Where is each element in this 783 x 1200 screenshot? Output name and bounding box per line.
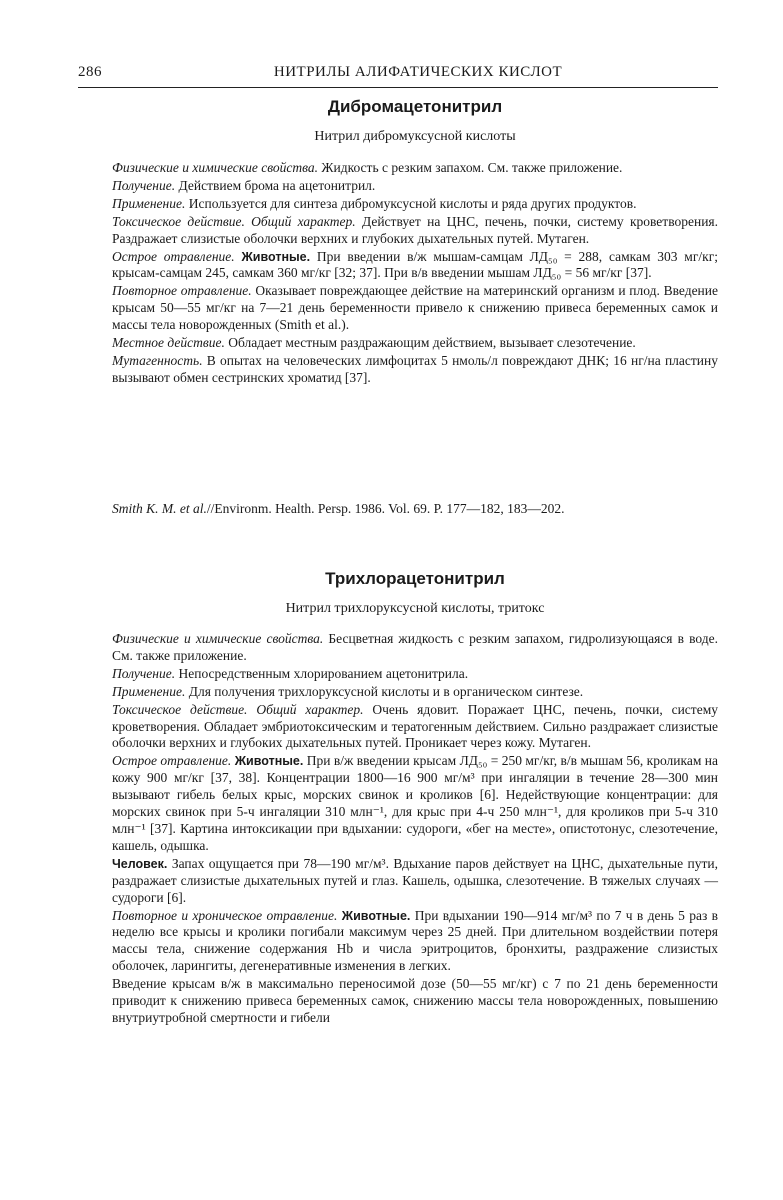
paragraph-text: При вдыхании 190—914 мг/м³ по 7 ч в день 5 раз в неделю все крысы и кролики погибали максимум через 25 дней. При длительном воздействии потеря массы тела, снижение содержания Hb и числа эритроцитов, бронхиты, раздражение слизистых оболочек, ларингиты, дегенеративные изменения в легких. [112, 907, 718, 974]
section2-body [112, 631, 718, 1027]
paragraph-label: Повторное отравление. [112, 283, 252, 299]
paragraph-embryotoxicity [112, 976, 718, 1027]
paragraph-text: Используется для синтеза дибромуксусной кислоты и ряда других продуктов. [185, 195, 637, 211]
paragraph-properties [112, 160, 718, 177]
section-subtitle: Нитрил дибромуксусной кислоты [314, 129, 516, 144]
paragraph-acute-poisoning [112, 249, 718, 283]
paragraph-acute-poisoning [112, 753, 718, 854]
paragraph-strong: Животные. [337, 908, 411, 923]
paragraph-label: Местное действие. [112, 335, 225, 351]
section-dibromoacetonitrile [112, 97, 718, 145]
paragraph-preparation [112, 666, 718, 683]
section-title: Трихлорацетонитрил [325, 569, 505, 588]
paragraph-mutagenicity [112, 353, 718, 387]
section-title: Дибромацетонитрил [327, 97, 503, 116]
section1-body [112, 160, 718, 387]
paragraph-label: Острое отравление. [112, 753, 232, 769]
paragraph-label: Применение. [112, 195, 186, 211]
section-subtitle: Нитрил трихлоруксусной кислоты, тритокс [285, 601, 545, 616]
paragraph-label: Острое отравление. [112, 248, 235, 264]
paragraph-application [112, 684, 718, 701]
paragraph-text: Обладает местным раздражающим действием, вызывает слезотечение. [224, 335, 636, 351]
paragraph-toxic-action [112, 214, 718, 248]
paragraph-local-action [112, 335, 718, 352]
paragraph-properties [112, 631, 718, 665]
paragraph-chronic-poisoning [112, 908, 718, 976]
paragraph-preparation [112, 178, 718, 195]
running-head: НИТРИЛЫ АЛИФАТИЧЕСКИХ КИСЛОТ [273, 64, 563, 80]
paragraph-text: Жидкость с резким запахом. См. также приложение. [318, 160, 623, 175]
paragraph-text: Действием брома на ацетонитрил. [175, 177, 376, 193]
paragraph-application [112, 196, 718, 213]
paragraph-text: Введение крысам в/ж в максимально переносимой дозе (50—55 мг/кг) с 7 по 21 день беременности приводит к снижению привеса беременных самок, снижению массы тела новорожденных, повышению внутриутробной смертности и гибели [112, 976, 718, 1025]
paragraph-label: Физические и химические свойства. [112, 160, 319, 175]
paragraph-label: Получение. [112, 665, 176, 681]
paragraph-strong: Животные. [234, 249, 311, 264]
paragraph-text: Бесцветная жидкость с резким запахом, гидролизующаяся в воде. См. также приложение. [112, 631, 718, 663]
paragraph-toxic-action [112, 702, 718, 753]
paragraph-label: Токсическое действие. Общий характер. [112, 701, 364, 717]
paragraph-repeated-poisoning [112, 283, 718, 334]
paragraph-text: При введении в/ж мышам-самцам ЛД₅₀ = 288, самкам 303 мг/кг; крысам-самцам 245, самкам 360 мг/кг [32; 37]. При в/в введении мышам ЛД₅₀ = 56 мг/кг [37]. [112, 248, 718, 281]
paragraph-text: Непосредственным хлорированием ацетонитрила. [175, 665, 469, 681]
paragraph-text: Действует на ЦНС, печень, почки, систему кроветворения. Раздражает слизистые оболочки верхних и глубоких дыхательных путей. Мутаген. [112, 213, 719, 246]
paragraph-strong: Человек. [112, 856, 168, 871]
paragraph-label: Получение. [112, 177, 176, 193]
paragraph-text: Оказывает повреждающее действие на материнский организм и плод. Введение крысам 50—55 мг/кг на 7—21 день беременности привело к снижению привеса беременных самок и массы тела новорожденных (Smith et al.). [112, 283, 718, 333]
paragraph-text: При в/ж введении крысам ЛД₅₀ = 250 мг/кг, в/в мышам 56, кроликам на кожу 900 мг/кг [37, 38]. Концентрации 1800—16 900 мг/м³ при ингаляции в течение 28—300 мин вызывают гибель белых крыс, морских свинок и кроликов [6]. Недействующие концентрации: для морских свинок при 5-ч ингаляции 310 млн⁻¹, для крыс при 4-ч 250 млн⁻¹, для кроликов при 5-ч 310 млн⁻¹ [37]. Картина интоксикации при вдыхании: судороги, «бег на месте», опистотонус, слезотечение, кашель, одышка. [112, 753, 718, 853]
paragraph-text: Очень ядовит. Поражает ЦНС, печень, почки, систему кроветворения. Обладает эмбриотоксическим и тератогенным действием. Сильно раздражает слизистые оболочки верхних и глубоких дыхательных путей. Проникает через кожу. Мутаген. [112, 701, 718, 751]
page-number: 286 [78, 64, 102, 80]
paragraph-text: В опытах на человеческих лимфоцитах 5 нмоль/л повреждают ДНК; 16 нг/на пластину вызывают обмен сестринских хроматид [37]. [112, 352, 718, 385]
paragraph-label: Применение. [112, 683, 186, 699]
paragraph-label: Повторное и хроническое отравление. [112, 907, 338, 923]
paragraph-strong: Животные. [231, 754, 304, 769]
paragraph-label: Физические и химические свойства. [112, 631, 324, 646]
paragraph-text: Запах ощущается при 78—190 мг/м³. Вдыхание паров действует на ЦНС, дыхательные пути, раздражает слизистые дыхательных путей и глаз. Кашель, одышка, слезотечение. В тяжелых случаях — судороги [6]. [112, 855, 718, 905]
section-trichloroacetonitrile [112, 569, 718, 617]
paragraph-label: Мутагенность. [112, 352, 203, 368]
paragraph-human [112, 856, 718, 907]
paragraph-text: Для получения трихлоруксусной кислоты и в органическом синтезе. [185, 683, 584, 699]
reference-author: Smith K. M. et al. [112, 501, 207, 516]
page-header [78, 64, 718, 86]
reference-text: //Environm. Health. Persp. 1986. Vol. 69. P. 177—182, 183—202. [206, 501, 565, 516]
paragraph-label: Токсическое действие. Общий характер. [112, 213, 356, 229]
header-rule [78, 87, 718, 88]
reference [112, 500, 718, 517]
